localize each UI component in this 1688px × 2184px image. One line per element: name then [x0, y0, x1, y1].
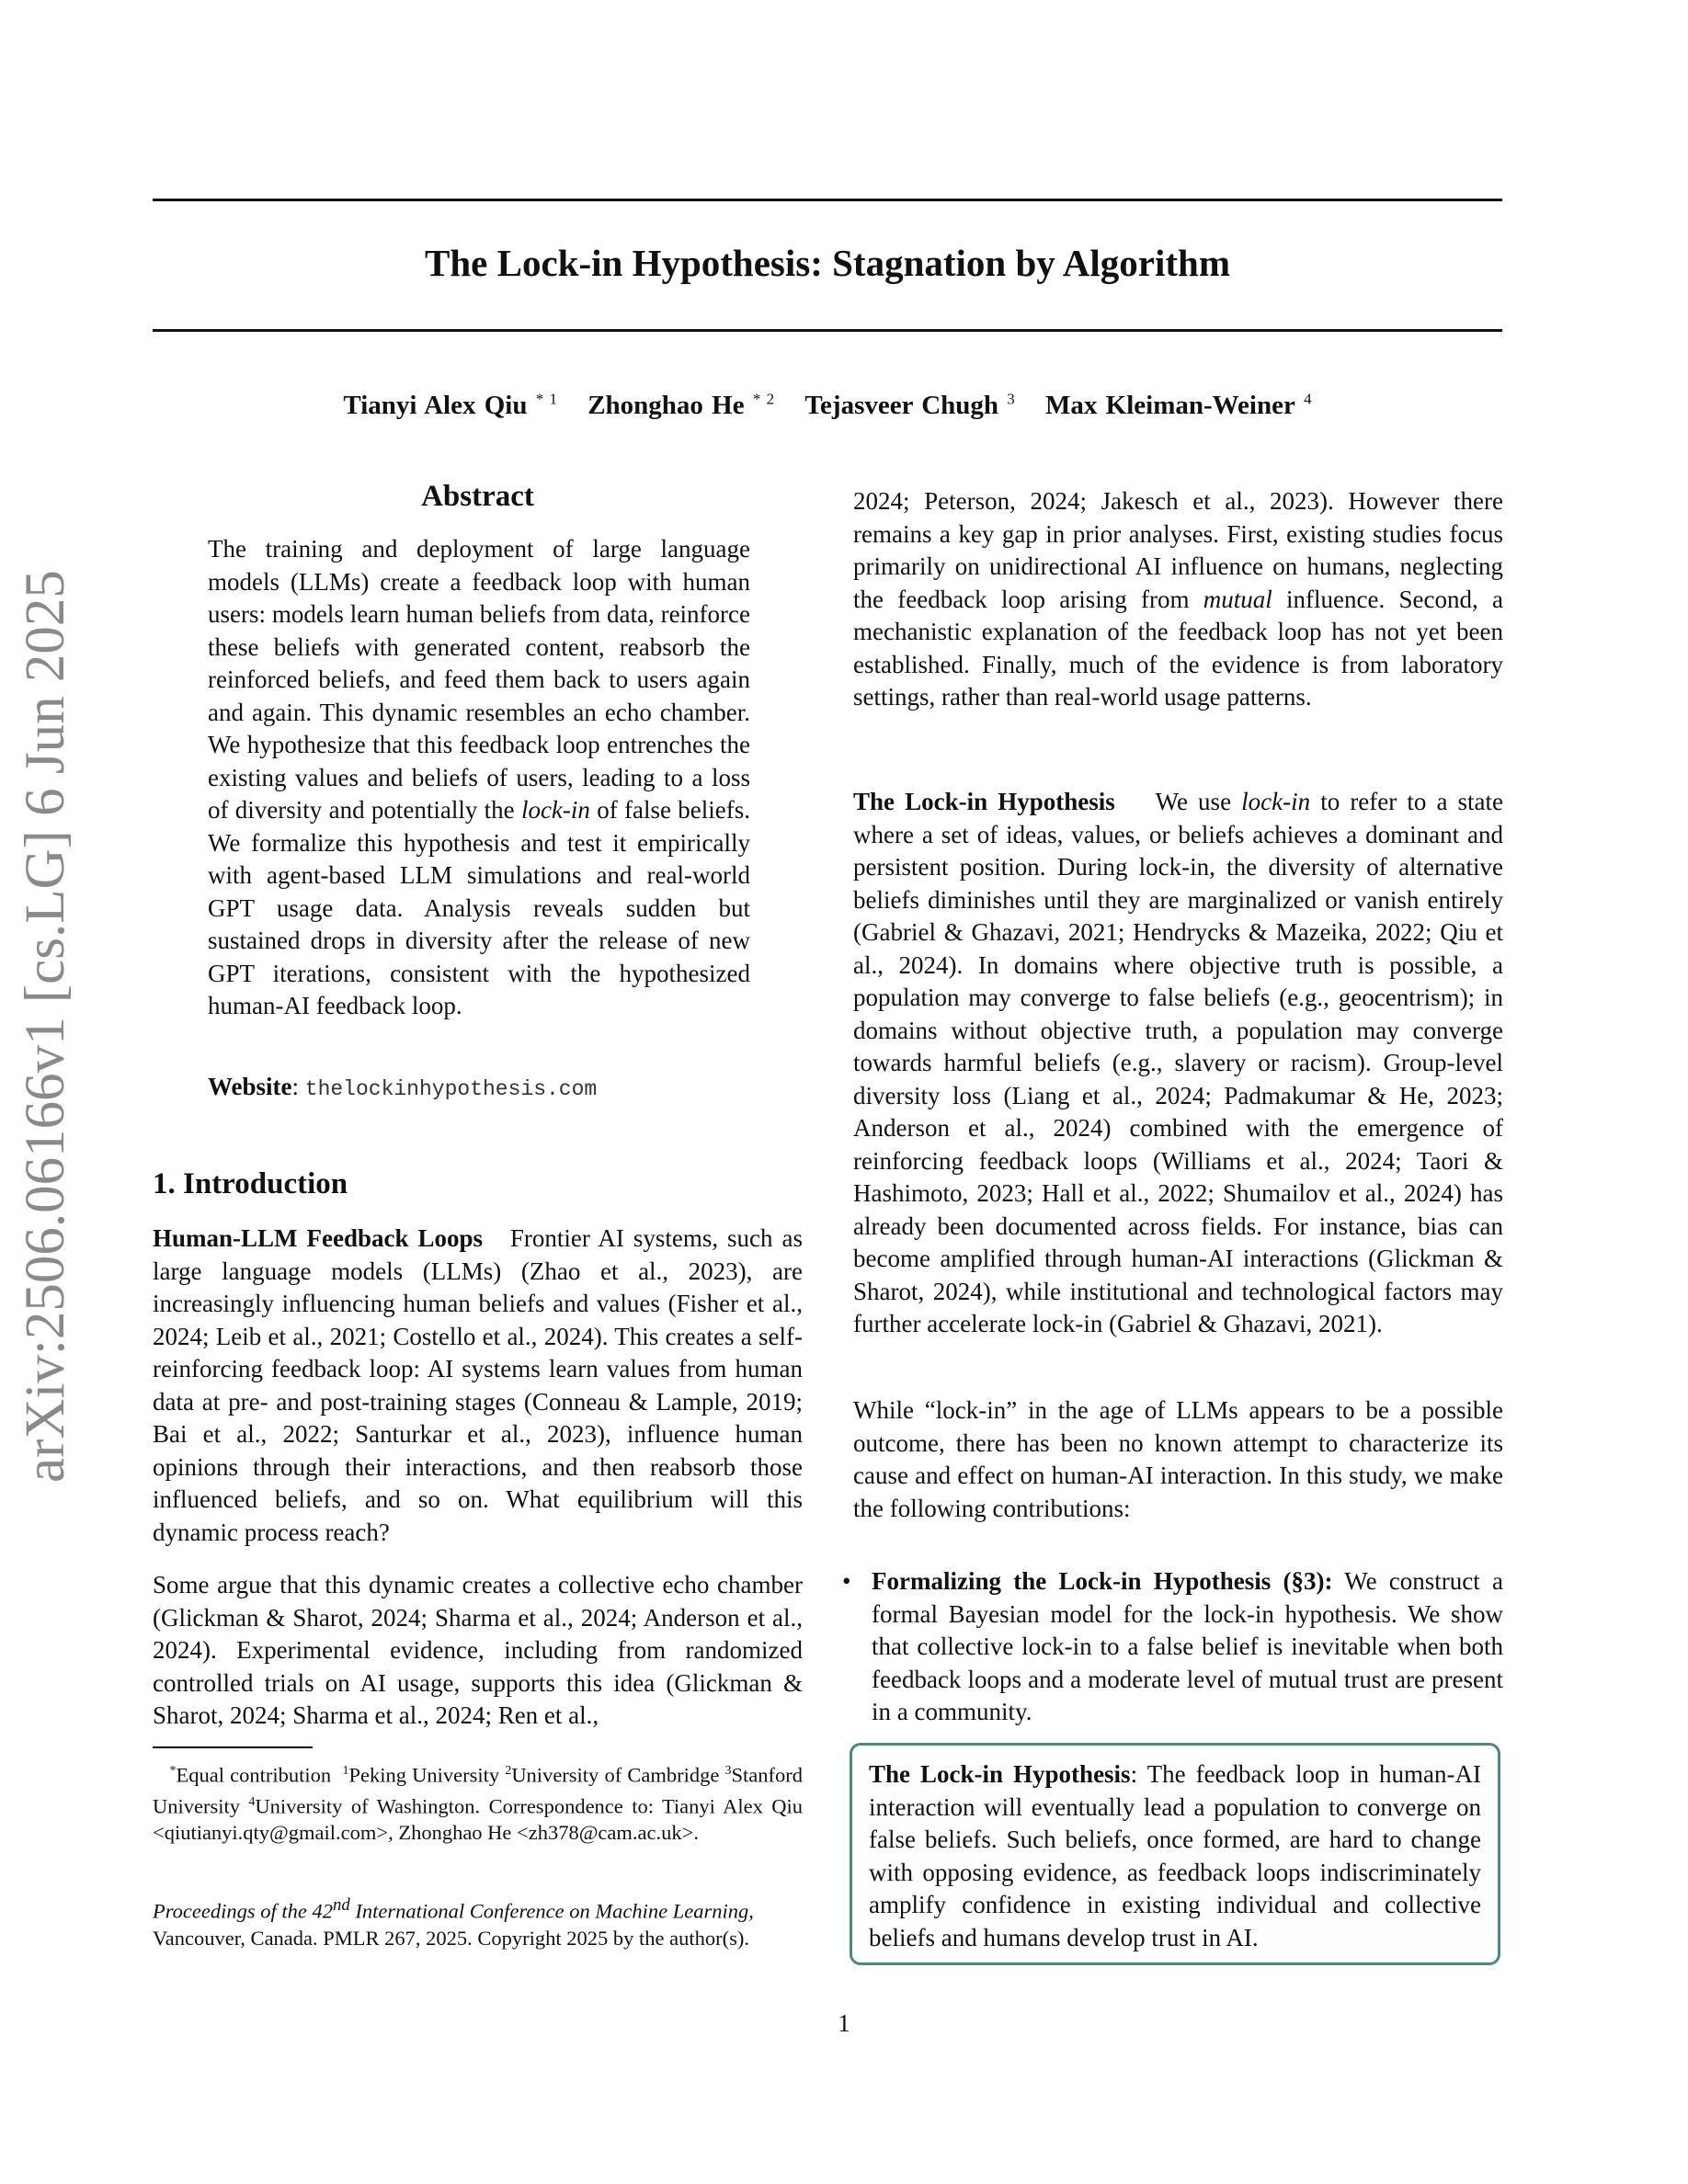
footnote: *Equal contribution $^1$Peking University $^2$University of Cambridge $^3$Stanford University $^4$University of Washington. Correspondence to: Tianyi Alex Qiu <qiutianyi.qty@gmail.com>, Zhonghao He <zh378@cam.ac.uk>.	[153, 1763, 804, 1844]
page-number: 1	[838, 2009, 850, 2037]
body-paragraph: While “lock-in” in the age of LLMs appears to be a possible outcome, there has been no known attempt to characterize its cause and effect on human-AI interaction. In this study, we make the following contributions:	[853, 1396, 1503, 1522]
hypothesis-box	[850, 1743, 1500, 1965]
author: Tianyi Alex Qiu $^{* 1}$	[343, 390, 557, 420]
author: Max Kleiman-Weiner $^4$	[1045, 390, 1312, 420]
abstract-heading: Abstract	[421, 480, 534, 513]
body-paragraph: 2024; Peterson, 2024; Jakesch et al., 2023). However there remains a key gap in prior analyses. First, existing studies focus primarily on unidirectional AI influence on humans, neglecting the feedback loop arising from mutual influence. Second, a mechanistic explanation of the feedback loop has not yet been established. Finally, much of the evidence is from laboratory settings, rather than real-world usage patterns.	[853, 487, 1503, 711]
title-rule-top	[153, 199, 1502, 201]
footnote-rule	[153, 1746, 313, 1748]
hypothesis-text: The Lock-in Hypothesis: The feedback loop in human-AI interaction will eventually lead a population to converge on false beliefs. Such beliefs, once formed, are hard to change with opposing evidence, as feedback loops indiscriminately amplify confidence in existing individual and collective beliefs and humans develop trust in AI.	[869, 1760, 1481, 1951]
website-link[interactable]: thelockinhypothesis.com	[304, 1077, 598, 1101]
intro-paragraph: Human-LLM Feedback Loops Frontier AI systems, such as large language models (LLMs) (Zhao et al., 2023), are increasingly influencing human beliefs and values (Fisher et al., 2024; Leib et al., 2021; Costello et al., 2024). This creates a self-reinforcing feedback loop: AI systems learn values from human data at pre- and post-training stages (Conneau & Lample, 2019; Bai et al., 2022; Santurkar et al., 2023), influence human opinions through their interactions, and then reabsorb those influenced beliefs, and so on. What equilibrium will this dynamic process reach?	[153, 1224, 803, 1546]
author-list	[153, 390, 1502, 421]
abstract-paragraph: The training and deployment of large language models (LLMs) create a feedback loop with human users: models learn human beliefs from data, reinforce these beliefs with generated content, reabsorb the reinforced beliefs, and feed them back to users again and again. This dynamic resembles an echo chamber. We hypothesize that this feedback loop entrenches the existing values and beliefs of users, leading to a loss of diversity and potentially the lock-in of false beliefs. We formalize this hypothesis and test it empirically with agent-based LLM simulations and real-world GPT usage data. Analysis reveals sudden but sustained drops in diversity after the release of new GPT iterations, consistent with the hypothesized human-AI feedback loop.	[208, 535, 750, 1019]
author: Zhonghao He $^{* 2}$	[587, 390, 775, 420]
bullet-icon: •	[842, 1567, 851, 1595]
intro-paragraph: Some argue that this dynamic creates a collective echo chamber (Glickman & Sharot, 2024; Sharma et al., 2024; Anderson et al., 2024). Experimental evidence, including from randomized controlled trials on AI usage, supports this idea (Glickman & Sharot, 2024; Sharma et al., 2024; Ren et al.,	[153, 1571, 803, 1729]
section-heading-introduction: 1. Introduction	[153, 1167, 348, 1200]
contribution-list	[842, 1565, 1503, 1729]
proceedings-note: Proceedings of the 42nd International Conference on Machine Learning, Vancouver, Canada. PMLR 267, 2025. Copyright 2025 by the author(s).	[153, 1895, 754, 1950]
list-item: • Formalizing the Lock-in Hypothesis (§3): We construct a formal Bayesian model for the lock-in hypothesis. We show that collective lock-in to a false belief is inevitable when both feedback loops and a moderate level of mutual trust are present in a community.	[842, 1567, 1503, 1725]
body-paragraph: The Lock-in Hypothesis We use lock-in to refer to a state where a set of ideas, values, or beliefs achieves a dominant and persistent position. During lock-in, the diversity of alternative beliefs diminishes until they are marginalized or vanish entirely (Gabriel & Ghazavi, 2021; Hendrycks & Mazeika, 2022; Qiu et al., 2024). In domains where objective truth is possible, a population may converge to false beliefs (e.g., geocentrism); in domains without objective truth, a population may converge towards harmful beliefs (e.g., slavery or racism). Group-level diversity loss (Liang et al., 2024; Padmakumar & He, 2023; Anderson et al., 2024) combined with the emergence of reinforcing feedback loops (Williams et al., 2024; Taori & Hashimoto, 2023; Hall et al., 2022; Shumailov et al., 2024) has already been documented across fields. For instance, bias can become amplified through human-AI interactions (Glickman & Sharot, 2024), while institutional and technological factors may further accelerate lock-in (Gabriel & Ghazavi, 2021).	[853, 788, 1504, 1337]
website-line: Website: thelockinhypothesis.com	[208, 1073, 598, 1101]
paper-title: The Lock-in Hypothesis: Stagnation by Algorithm	[425, 242, 1230, 284]
author: Tejasveer Chugh $^3$	[804, 390, 1015, 420]
abstract-body	[208, 533, 750, 1023]
arxiv-watermark: arXiv:2506.06166v1 [cs.LG] 6 Jun 2025	[15, 570, 76, 1483]
title-rule-bottom	[153, 329, 1502, 332]
